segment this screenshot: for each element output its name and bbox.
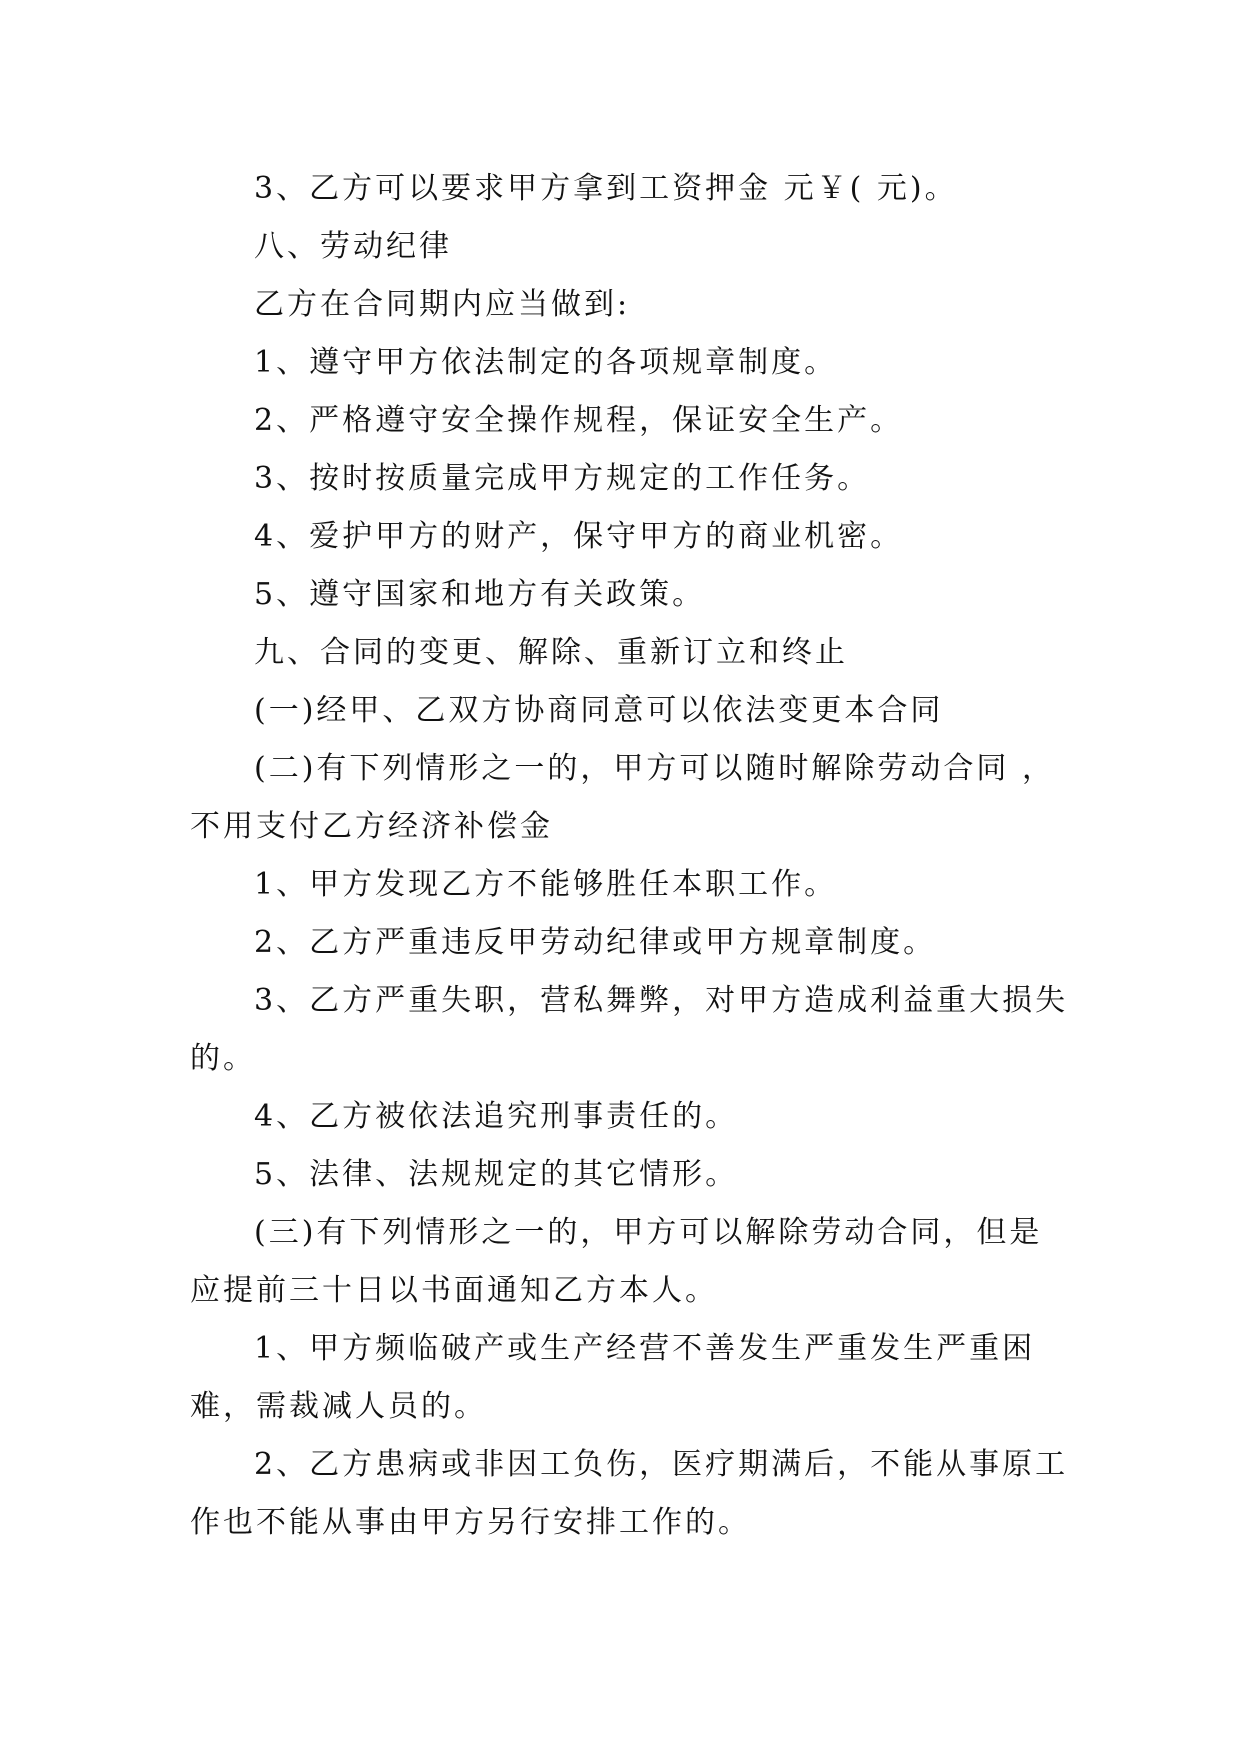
paragraph: 3、乙方可以要求甲方拿到工资押金 元￥( 元)。 bbox=[254, 171, 958, 206]
paragraph: (二)有下列情形之一的，甲方可以随时解除劳动合同 ，不用支付乙方经济补偿金 bbox=[190, 751, 1055, 844]
list-item: 5、法律、法规规定的其它情形。 bbox=[254, 1157, 739, 1192]
paragraph: 乙方在合同期内应当做到: bbox=[254, 287, 631, 322]
list-item: 1、甲方频临破产或生产经营不善发生严重发生严重困难，需裁减人员的。 bbox=[190, 1331, 1036, 1424]
list-item: 2、乙方患病或非因工负伤，医疗期满后，不能从事原工作也不能从事由甲方另行安排工作的。 bbox=[190, 1447, 1069, 1540]
list-item: 4、乙方被依法追究刑事责任的。 bbox=[254, 1099, 739, 1134]
paragraph: (三)有下列情形之一的，甲方可以解除劳动合同，但是应提前三十日以书面通知乙方本人。 bbox=[190, 1215, 1043, 1308]
list-item: 5、遵守国家和地方有关政策。 bbox=[254, 577, 706, 612]
list-item: 3、乙方严重失职，营私舞弊，对甲方造成利益重大损失的。 bbox=[190, 983, 1069, 1076]
document-body bbox=[190, 160, 1070, 1552]
list-item: 2、严格遵守安全操作规程，保证安全生产。 bbox=[254, 403, 904, 438]
list-item: 4、爱护甲方的财产，保守甲方的商业机密。 bbox=[254, 519, 904, 554]
list-item: 2、乙方严重违反甲劳动纪律或甲方规章制度。 bbox=[254, 925, 937, 960]
list-item: 1、遵守甲方依法制定的各项规章制度。 bbox=[254, 345, 838, 380]
paragraph: (一)经甲、乙双方协商同意可以依法变更本合同 bbox=[254, 693, 944, 728]
section-heading: 九、合同的变更、解除、重新订立和终止 bbox=[254, 635, 848, 670]
list-item: 1、甲方发现乙方不能够胜任本职工作。 bbox=[254, 867, 838, 902]
list-item: 3、按时按质量完成甲方规定的工作任务。 bbox=[254, 461, 871, 496]
section-heading: 八、劳动纪律 bbox=[254, 229, 452, 264]
